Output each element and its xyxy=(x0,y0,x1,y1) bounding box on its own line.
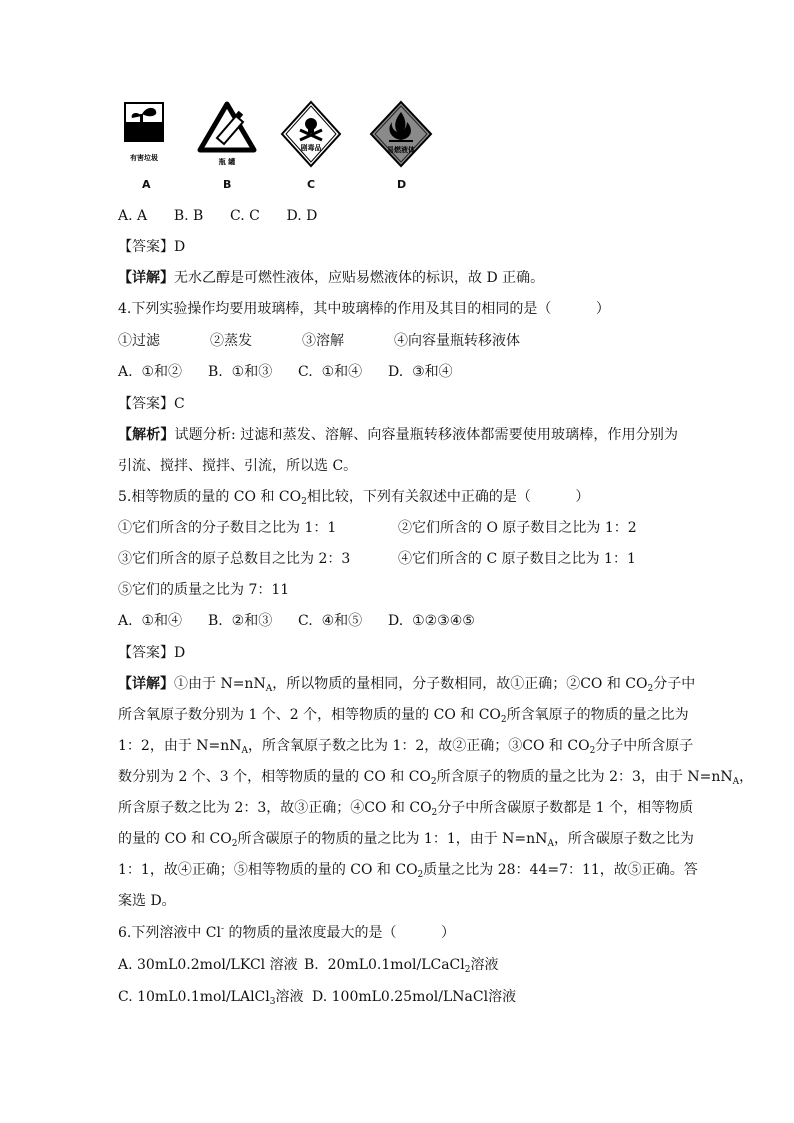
q4-option-d: D. ③和④ xyxy=(388,364,453,380)
flammable-liquid-icon xyxy=(369,100,433,172)
q6-options-row-1 xyxy=(118,955,498,975)
q5-detail-line-7: 1：1，故④正确；⑤相等物质的量的 CO 和 $CO_2$质量之比为 28：44=7：11，故⑤正确。答 xyxy=(118,862,698,880)
q3-options: A. A B. B C. C D. D xyxy=(118,208,318,224)
icon-d-caption: 易燃液体 xyxy=(387,146,415,154)
q5-detail-line-1: 【详解】①由于 $N=nN_A$，所以物质的量相同，分子数相同，故①正确；②CO 和 $CO_2$分子中 xyxy=(118,676,696,694)
q5-item-5: ⑤它们的质量之比为 7：11 xyxy=(118,582,290,598)
q4-item-3: ③溶解 xyxy=(302,333,344,349)
q5-items-row-2: ③它们所含的原子总数目之比为 2：3 ④它们所含的 C 原子数目之比为 1：1 xyxy=(118,551,636,567)
icon-a-caption: 有害垃圾 xyxy=(130,154,158,162)
q4-analysis-line-2: 引流、搅拌、搅拌、引流，所以选 C。 xyxy=(118,458,358,474)
q4-options xyxy=(118,362,453,382)
q5-detail-line-8: 案选 D。 xyxy=(118,893,176,909)
q4-option-b: B. ①和③ xyxy=(208,364,273,380)
q6-option-b: B. 20mL0.1mol/LCaCl$_2$溶液 xyxy=(304,957,499,975)
q4-analysis-line-1: 【解析】试题分析: 过滤和蒸发、溶解、向容量瓶转移液体都需要使用玻璃棒，作用分别为 xyxy=(118,427,678,443)
q4-option-a: A. ①和② xyxy=(118,364,183,380)
icon-b-caption: 瓶 罐 xyxy=(218,158,236,166)
toxic-diamond-icon xyxy=(280,100,342,172)
q5-answer: 【答案】D xyxy=(118,645,186,661)
q6-option-d: D. 100mL0.25mol/LNaCl溶液 xyxy=(312,989,517,1005)
q4-items xyxy=(118,331,520,351)
icon-d-letter: D xyxy=(397,178,407,191)
recycle-bottle-icon xyxy=(196,100,258,172)
hazardous-waste-icon xyxy=(122,100,168,172)
q5-option-a: A. ①和④ xyxy=(118,613,183,629)
q6-option-a: A. 30mL0.2mol/LKCl 溶液 xyxy=(118,957,298,973)
q4-stem: 4.下列实验操作均要用玻璃棒，其中玻璃棒的作用及其目的相同的是（ ） xyxy=(118,301,610,317)
icon-c-caption: 剧毒品 xyxy=(300,144,322,152)
q4-option-c: C. ①和④ xyxy=(298,364,363,380)
q4-item-1: ①过滤 xyxy=(118,333,160,349)
q5-options xyxy=(118,611,475,631)
q5-option-c: C. ④和⑤ xyxy=(298,613,363,629)
q4-answer: 【答案】C xyxy=(118,396,185,412)
q4-item-2: ②蒸发 xyxy=(210,333,252,349)
q5-detail-line-4: 数分别为 2 个、3 个，相等物质的量的 CO 和 $CO_2$所含原子的物质的量之比为 2：3，由于 $N=nN_A$， xyxy=(118,769,754,787)
detail-tag: 【详解】 xyxy=(118,270,174,286)
q5-detail-line-5: 所含原子数之比为 2：3，故③正确；④CO 和 $CO_2$分子中所含碳原子数都是 1 个，相等物质 xyxy=(118,800,694,818)
q5-option-d: D. ①②③④⑤ xyxy=(388,613,475,629)
q6-stem: 6.下列溶液中 Cl- 的物质的量浓度最大的是（ ） xyxy=(118,924,455,941)
q5-detail-line-3: 1：2，由于 $N=nN_A$，所含氧原子数之比为 1：2，故②正确；③CO 和 $CO_2$分子中所含原子 xyxy=(118,738,694,756)
q6-options-row-2 xyxy=(118,987,516,1007)
q3-answer: 【答案】D xyxy=(118,239,186,255)
icon-c-letter: C xyxy=(307,178,316,191)
q4-item-4: ④向容量瓶转移液体 xyxy=(394,333,520,349)
icon-a-letter: A xyxy=(142,178,151,191)
q5-detail-line-6: 的量的 CO 和 $CO_2$所含碳原子的物质的量之比为 1：1，由于 $N=nN_A$，所含碳原子数之比为 xyxy=(118,831,694,849)
q5-detail-line-2: 所含氧原子数分别为 1 个、2 个，相等物质的量的 CO 和 $CO_2$所含氧原子的物质的量之比为 xyxy=(118,707,689,725)
icon-b-letter: B xyxy=(223,178,232,191)
q3-detail: 【详解】无水乙醇是可燃性液体，应贴易燃液体的标识，故 D 正确。 xyxy=(118,270,545,286)
q5-stem: 5.相等物质的量的 CO 和 $CO_2$相比较，下列有关叙述中正确的是（ ） xyxy=(118,489,590,507)
q5-option-b: B. ②和③ xyxy=(208,613,273,629)
q6-option-c: C. 10mL0.1mol/LAlCl$_3$溶液 xyxy=(118,989,304,1007)
q5-items-row-1: ①它们所含的分子数目之比为 1：1 ②它们所含的 O 原子数目之比为 1：2 xyxy=(118,520,637,536)
